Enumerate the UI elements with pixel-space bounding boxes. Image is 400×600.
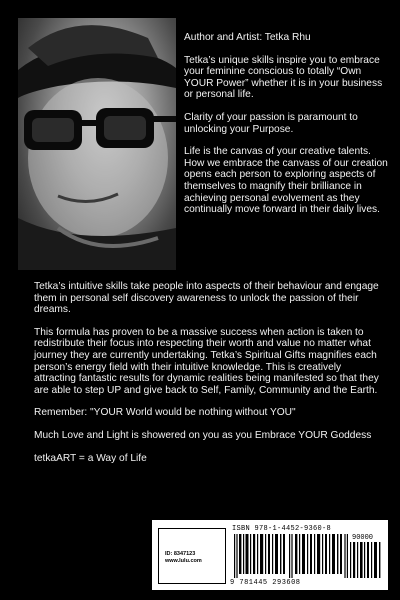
author-line: Author and Artist: Tetka Rhu (184, 32, 311, 43)
barcode-panel (152, 520, 388, 590)
sidebar-text (184, 32, 390, 227)
author-photo (18, 18, 176, 270)
barcode-bars (234, 534, 348, 578)
lulu-id: ID: 8347123 (165, 551, 196, 557)
isbn-text: ISBN 978-1-4452-9360-8 (232, 525, 332, 533)
main-paragraph-2: This formula has proven to be a massive success when action is taken to redistribute their focus into respecting their worth and value no matter what journey they are currently undertaking. Tetka’s Spiritual Gifts magnifies each person’s energy field with their intuitive knowledge. This is creatively attracting fantastic results for dynamic realities being manifested so that they are able to step UP and give back to Self, Family, Community and the Earth. (34, 326, 379, 396)
main-paragraph-3: Remember: "YOUR World would be nothing without YOU" (34, 407, 296, 419)
sidebar-paragraph-1: Tetka’s unique skills inspire you to embrace your feminine conscious to totally “Own YOUR Power” whether it is in your business or personal life. (184, 54, 383, 101)
main-paragraph-1: Tetka’s intuitive skills take people into aspects of their behaviour and engage them in personal self discovery awareness to unlock the passion of their dreams. (34, 281, 379, 316)
barcode-number: 9 781445 293608 (230, 579, 301, 587)
main-paragraph-5: tetkaART = a Way of Life (34, 452, 147, 464)
sidebar-paragraph-3a: Life is the canvas of your creative talents. (184, 146, 371, 158)
author-portrait-illustration (18, 18, 176, 270)
sidebar-paragraph-3b: How we embrace the canvass of our creation opens each person to exploring aspects of themselves to magnify their brilliance in achieving personal evolvement as they continually move forward in their daily lives. (184, 157, 388, 216)
sidebar-paragraph-2: Clarity of your passion is paramount to unlocking your Purpose. (184, 111, 358, 135)
addon-barcode-bars (350, 542, 382, 578)
main-paragraph-4: Much Love and Light is showered on you as you Embrace YOUR Goddess (34, 429, 372, 441)
price-code: 90000 (352, 534, 374, 542)
lulu-url: www.lulu.com (165, 558, 202, 564)
main-text (34, 281, 384, 475)
lulu-label (158, 528, 226, 584)
